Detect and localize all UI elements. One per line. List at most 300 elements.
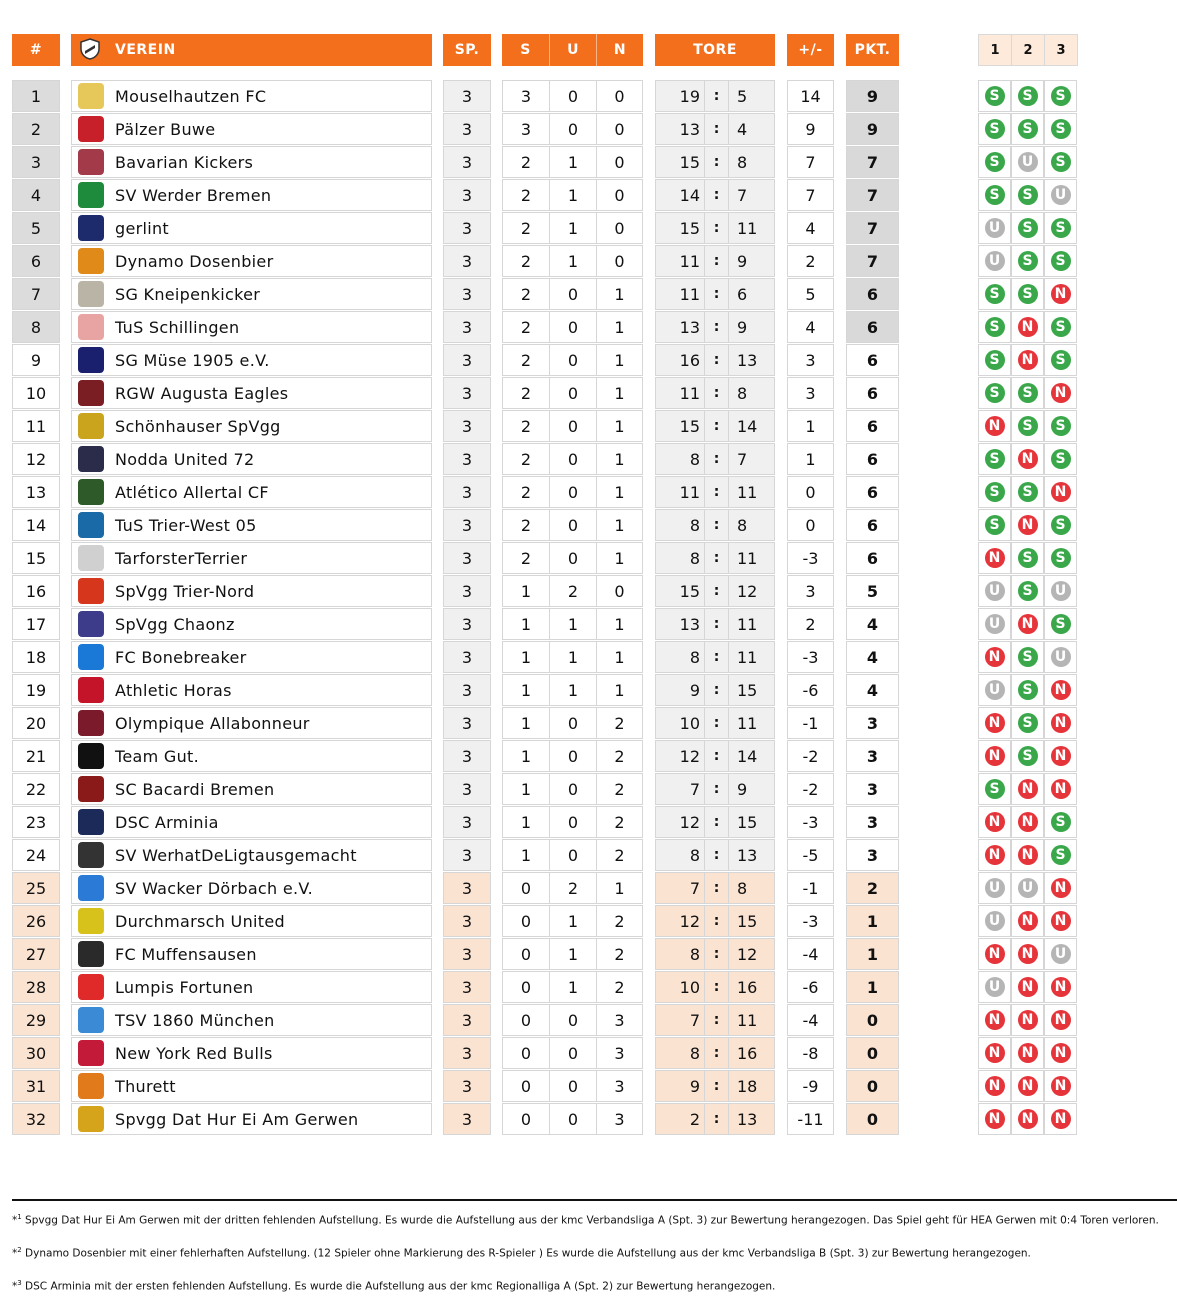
draws-cell: 0 [549, 476, 597, 508]
team-cell[interactable] [71, 311, 432, 343]
colon-separator: : [713, 121, 720, 137]
form-cell [978, 146, 1011, 178]
goals-for-cell: 8 [655, 443, 705, 475]
rank-cell: 17 [12, 608, 60, 640]
diff-cell: -3 [787, 806, 834, 838]
diff-cell: 7 [787, 146, 834, 178]
header-points: PKT. [846, 34, 899, 66]
wins-cell: 2 [502, 311, 550, 343]
result-loss-icon: N [1051, 1076, 1071, 1096]
points-cell: 6 [846, 278, 899, 310]
rank-cell: 12 [12, 443, 60, 475]
goals-for-cell: 8 [655, 509, 705, 541]
diff-cell: -6 [787, 674, 834, 706]
team-cell[interactable] [71, 344, 432, 376]
result-win-icon: S [1018, 284, 1038, 304]
team-name: TuS Trier-West 05 [115, 515, 257, 535]
team-cell[interactable] [71, 410, 432, 442]
form-cell [978, 575, 1011, 607]
goals-separator [704, 1103, 729, 1135]
draws-cell: 1 [549, 608, 597, 640]
losses-cell: 1 [596, 344, 643, 376]
form-cell [1044, 641, 1077, 673]
footnote-number: 3 [17, 1279, 22, 1287]
goals-for-cell: 13 [655, 311, 705, 343]
losses-cell: 0 [596, 245, 643, 277]
points-cell: 1 [846, 938, 899, 970]
losses-cell: 1 [596, 509, 643, 541]
colon-separator: : [713, 880, 720, 896]
form-cell [1011, 80, 1044, 112]
rank-cell: 15 [12, 542, 60, 574]
goals-for-cell: 11 [655, 245, 705, 277]
points-cell: 0 [846, 1070, 899, 1102]
points-cell: 6 [846, 311, 899, 343]
result-loss-icon: N [1018, 515, 1038, 535]
team-name: Nodda United 72 [115, 449, 255, 469]
draws-cell: 2 [549, 575, 597, 607]
goals-for-cell: 15 [655, 146, 705, 178]
points-cell: 0 [846, 1004, 899, 1036]
games-cell: 3 [443, 773, 491, 805]
losses-cell: 3 [596, 1070, 643, 1102]
form-cell [1011, 245, 1044, 277]
result-win-icon: S [1051, 812, 1071, 832]
form-cell [1011, 377, 1044, 409]
games-cell: 3 [443, 443, 491, 475]
games-cell: 3 [443, 146, 491, 178]
result-draw-icon: U [985, 911, 1005, 931]
rank-cell: 7 [12, 278, 60, 310]
goals-for-cell: 14 [655, 179, 705, 211]
form-cell [978, 1004, 1011, 1036]
goals-for-cell: 10 [655, 971, 705, 1003]
colon-separator: : [713, 847, 720, 863]
wins-cell: 2 [502, 476, 550, 508]
header-losses: N [596, 34, 643, 66]
goals-separator [704, 278, 729, 310]
wins-cell: 2 [502, 278, 550, 310]
goals-for-cell: 12 [655, 740, 705, 772]
team-logo-icon [78, 347, 104, 373]
goals-against-cell: 15 [728, 806, 775, 838]
points-cell: 7 [846, 146, 899, 178]
goals-against-cell: 16 [728, 971, 775, 1003]
form-cell [1044, 1004, 1077, 1036]
result-loss-icon: N [985, 1076, 1005, 1096]
team-cell[interactable] [71, 575, 432, 607]
form-cell [1044, 311, 1077, 343]
header-draws: U [549, 34, 596, 66]
team-name: New York Red Bulls [115, 1043, 273, 1063]
draws-cell: 0 [549, 509, 597, 541]
goals-separator [704, 938, 729, 970]
team-cell[interactable] [71, 1004, 432, 1036]
goals-for-cell: 12 [655, 806, 705, 838]
draws-cell: 0 [549, 443, 597, 475]
form-cell [1044, 542, 1077, 574]
team-cell[interactable] [71, 542, 432, 574]
diff-cell: -4 [787, 938, 834, 970]
losses-cell: 3 [596, 1004, 643, 1036]
team-cell[interactable] [71, 113, 432, 145]
games-cell: 3 [443, 839, 491, 871]
points-cell: 7 [846, 179, 899, 211]
form-cell [1044, 608, 1077, 640]
goals-for-cell: 11 [655, 476, 705, 508]
goals-against-cell: 9 [728, 311, 775, 343]
goals-against-cell: 11 [728, 476, 775, 508]
diff-cell: 1 [787, 410, 834, 442]
result-loss-icon: N [1018, 1109, 1038, 1129]
result-draw-icon: U [985, 581, 1005, 601]
draws-cell: 1 [549, 212, 597, 244]
games-cell: 3 [443, 608, 491, 640]
form-cell [1044, 179, 1077, 211]
form-cell [1011, 641, 1044, 673]
result-win-icon: S [1018, 680, 1038, 700]
games-cell: 3 [443, 971, 491, 1003]
result-loss-icon: N [985, 647, 1005, 667]
losses-cell: 2 [596, 938, 643, 970]
result-win-icon: S [1051, 86, 1071, 106]
wins-cell: 3 [502, 113, 550, 145]
losses-cell: 1 [596, 674, 643, 706]
games-cell: 3 [443, 674, 491, 706]
colon-separator: : [713, 583, 720, 599]
colon-separator: : [713, 616, 720, 632]
result-loss-icon: N [1018, 911, 1038, 931]
colon-separator: : [713, 913, 720, 929]
diff-cell: 2 [787, 608, 834, 640]
diff-cell: -3 [787, 905, 834, 937]
rank-cell: 16 [12, 575, 60, 607]
result-draw-icon: U [985, 218, 1005, 238]
team-cell[interactable] [71, 509, 432, 541]
result-draw-icon: U [1018, 878, 1038, 898]
result-draw-icon: U [985, 680, 1005, 700]
draws-cell: 0 [549, 1037, 597, 1069]
result-draw-icon: U [1018, 152, 1038, 172]
shield-icon [78, 37, 102, 61]
games-cell: 3 [443, 740, 491, 772]
points-cell: 3 [846, 806, 899, 838]
goals-against-cell: 12 [728, 575, 775, 607]
goals-separator [704, 1037, 729, 1069]
diff-cell: -1 [787, 872, 834, 904]
form-cell [1011, 575, 1044, 607]
games-cell: 3 [443, 575, 491, 607]
games-cell: 3 [443, 278, 491, 310]
games-cell: 3 [443, 377, 491, 409]
form-cell [1011, 905, 1044, 937]
form-cell [1044, 938, 1077, 970]
games-cell: 3 [443, 245, 491, 277]
rank-cell: 23 [12, 806, 60, 838]
team-cell[interactable] [71, 773, 432, 805]
form-cell [1044, 245, 1077, 277]
points-cell: 6 [846, 443, 899, 475]
result-loss-icon: N [1051, 977, 1071, 997]
result-draw-icon: U [985, 878, 1005, 898]
wins-cell: 1 [502, 674, 550, 706]
team-cell[interactable] [71, 443, 432, 475]
goals-for-cell: 11 [655, 278, 705, 310]
form-cell [1044, 443, 1077, 475]
form-cell [978, 641, 1011, 673]
losses-cell: 1 [596, 311, 643, 343]
diff-cell: -5 [787, 839, 834, 871]
wins-cell: 2 [502, 146, 550, 178]
losses-cell: 2 [596, 740, 643, 772]
points-cell: 1 [846, 971, 899, 1003]
result-loss-icon: N [985, 1109, 1005, 1129]
form-cell [1044, 377, 1077, 409]
draws-cell: 1 [549, 179, 597, 211]
result-win-icon: S [985, 350, 1005, 370]
result-win-icon: S [1018, 581, 1038, 601]
team-cell[interactable] [71, 938, 432, 970]
form-cell [978, 179, 1011, 211]
team-cell[interactable] [71, 905, 432, 937]
team-logo-icon [78, 677, 104, 703]
result-win-icon: S [985, 86, 1005, 106]
colon-separator: : [713, 1012, 720, 1028]
goals-separator [704, 773, 729, 805]
goals-for-cell: 2 [655, 1103, 705, 1135]
goals-separator [704, 245, 729, 277]
losses-cell: 0 [596, 179, 643, 211]
result-loss-icon: N [985, 812, 1005, 832]
wins-cell: 2 [502, 443, 550, 475]
games-cell: 3 [443, 542, 491, 574]
goals-against-cell: 11 [728, 212, 775, 244]
result-loss-icon: N [1051, 284, 1071, 304]
team-cell[interactable] [71, 1070, 432, 1102]
result-win-icon: S [1051, 548, 1071, 568]
team-cell[interactable] [71, 608, 432, 640]
points-cell: 3 [846, 839, 899, 871]
result-win-icon: S [1051, 515, 1071, 535]
team-logo-icon [78, 809, 104, 835]
team-cell[interactable] [71, 971, 432, 1003]
team-cell[interactable] [71, 1037, 432, 1069]
result-win-icon: S [1051, 614, 1071, 634]
result-loss-icon: N [985, 1010, 1005, 1030]
team-cell[interactable] [71, 674, 432, 706]
team-logo-icon [78, 1073, 104, 1099]
form-cell [1044, 1070, 1077, 1102]
draws-cell: 0 [549, 410, 597, 442]
result-loss-icon: N [985, 1043, 1005, 1063]
wins-cell: 1 [502, 740, 550, 772]
result-win-icon: S [1018, 119, 1038, 139]
team-cell[interactable] [71, 146, 432, 178]
team-cell[interactable] [71, 212, 432, 244]
games-cell: 3 [443, 707, 491, 739]
team-name: Schönhauser SpVgg [115, 416, 281, 436]
wins-cell: 0 [502, 1070, 550, 1102]
team-logo-icon [78, 512, 104, 538]
games-cell: 3 [443, 113, 491, 145]
goals-against-cell: 13 [728, 1103, 775, 1135]
draws-cell: 0 [549, 839, 597, 871]
rank-cell: 32 [12, 1103, 60, 1135]
footnote-number: 1 [17, 1213, 22, 1221]
draws-cell: 0 [549, 344, 597, 376]
team-cell[interactable] [71, 476, 432, 508]
team-cell[interactable] [71, 641, 432, 673]
goals-against-cell: 14 [728, 410, 775, 442]
team-name: Spvgg Dat Hur Ei Am Gerwen [115, 1109, 359, 1129]
team-cell[interactable] [71, 80, 432, 112]
games-cell: 3 [443, 641, 491, 673]
points-cell: 0 [846, 1037, 899, 1069]
wins-cell: 2 [502, 542, 550, 574]
losses-cell: 1 [596, 377, 643, 409]
goals-against-cell: 16 [728, 1037, 775, 1069]
wins-cell: 0 [502, 1037, 550, 1069]
form-cell [1011, 311, 1044, 343]
rank-cell: 19 [12, 674, 60, 706]
goals-for-cell: 19 [655, 80, 705, 112]
team-cell[interactable] [71, 839, 432, 871]
draws-cell: 0 [549, 80, 597, 112]
points-cell: 6 [846, 476, 899, 508]
result-loss-icon: N [1051, 1010, 1071, 1030]
header-diff: +/- [787, 34, 834, 66]
diff-cell: 7 [787, 179, 834, 211]
form-cell [978, 674, 1011, 706]
diff-cell: 4 [787, 212, 834, 244]
games-cell: 3 [443, 179, 491, 211]
goals-separator [704, 905, 729, 937]
form-cell [978, 245, 1011, 277]
colon-separator: : [713, 286, 720, 302]
rank-cell: 10 [12, 377, 60, 409]
footnote-text: DSC Arminia mit der ersten fehlenden Aufstellung. Es wurde die Aufstellung aus der kmc Regionalliga A (Spt. 2) zur Bewertung herangezogen. [21, 1280, 776, 1293]
losses-cell: 3 [596, 1103, 643, 1135]
diff-cell: -2 [787, 740, 834, 772]
goals-separator [704, 212, 729, 244]
diff-cell: -3 [787, 542, 834, 574]
draws-cell: 0 [549, 1004, 597, 1036]
draws-cell: 0 [549, 773, 597, 805]
footnote [12, 1279, 775, 1293]
form-cell [978, 344, 1011, 376]
result-win-icon: S [1051, 317, 1071, 337]
rank-cell: 25 [12, 872, 60, 904]
team-name: SG Kneipenkicker [115, 284, 261, 304]
goals-for-cell: 9 [655, 1070, 705, 1102]
goals-for-cell: 15 [655, 410, 705, 442]
losses-cell: 1 [596, 542, 643, 574]
form-cell [1011, 476, 1044, 508]
form-cell [1011, 674, 1044, 706]
team-cell[interactable] [71, 245, 432, 277]
diff-cell: 0 [787, 476, 834, 508]
goals-against-cell: 15 [728, 905, 775, 937]
team-cell[interactable] [71, 740, 432, 772]
team-name: Lumpis Fortunen [115, 977, 254, 997]
games-cell: 3 [443, 212, 491, 244]
form-cell [1044, 1103, 1077, 1135]
goals-for-cell: 7 [655, 773, 705, 805]
form-cell [1011, 113, 1044, 145]
team-logo-icon [78, 215, 104, 241]
team-cell[interactable] [71, 278, 432, 310]
result-draw-icon: U [985, 977, 1005, 997]
team-name: Team Gut. [115, 746, 199, 766]
form-cell [1011, 938, 1044, 970]
goals-separator [704, 740, 729, 772]
footnote [12, 1246, 1031, 1260]
draws-cell: 0 [549, 1103, 597, 1135]
result-loss-icon: N [1051, 746, 1071, 766]
points-cell: 6 [846, 377, 899, 409]
diff-cell: 5 [787, 278, 834, 310]
team-cell[interactable] [71, 707, 432, 739]
goals-against-cell: 8 [728, 509, 775, 541]
result-win-icon: S [1018, 548, 1038, 568]
games-cell: 3 [443, 1037, 491, 1069]
team-name: Durchmarsch United [115, 911, 285, 931]
result-win-icon: S [1018, 185, 1038, 205]
form-cell [1044, 113, 1077, 145]
form-cell [1011, 1103, 1044, 1135]
team-name: SpVgg Trier-Nord [115, 581, 255, 601]
wins-cell: 1 [502, 773, 550, 805]
losses-cell: 1 [596, 443, 643, 475]
losses-cell: 0 [596, 113, 643, 145]
team-name: gerlint [115, 218, 169, 238]
goals-for-cell: 7 [655, 1004, 705, 1036]
goals-for-cell: 10 [655, 707, 705, 739]
form-cell [978, 542, 1011, 574]
games-cell: 3 [443, 905, 491, 937]
points-cell: 2 [846, 872, 899, 904]
rank-cell: 24 [12, 839, 60, 871]
team-cell[interactable] [71, 179, 432, 211]
team-cell[interactable] [71, 872, 432, 904]
losses-cell: 1 [596, 476, 643, 508]
diff-cell: -4 [787, 1004, 834, 1036]
form-cell [978, 608, 1011, 640]
team-cell[interactable] [71, 806, 432, 838]
form-cell [1011, 1070, 1044, 1102]
colon-separator: : [713, 451, 720, 467]
result-loss-icon: N [985, 845, 1005, 865]
draws-cell: 0 [549, 806, 597, 838]
colon-separator: : [713, 1045, 720, 1061]
footnote [12, 1213, 1159, 1227]
wins-cell: 0 [502, 1103, 550, 1135]
result-draw-icon: U [985, 251, 1005, 271]
result-win-icon: S [1018, 647, 1038, 667]
goals-against-cell: 13 [728, 839, 775, 871]
goals-separator [704, 113, 729, 145]
result-win-icon: S [1018, 416, 1038, 436]
team-cell[interactable] [71, 1103, 432, 1135]
diff-cell: 3 [787, 344, 834, 376]
form-cell [1044, 674, 1077, 706]
goals-separator [704, 509, 729, 541]
losses-cell: 1 [596, 608, 643, 640]
draws-cell: 0 [549, 707, 597, 739]
footnote-text: Spvgg Dat Hur Ei Am Gerwen mit der dritten fehlenden Aufstellung. Es wurde die Aufstellung aus der kmc Verbandsliga A (Spt. 3) zur Bewertung herangezogen. Das Spiel geht für HEA Gerwen mit 0:4 Toren verloren. [21, 1214, 1159, 1227]
form-cell [1011, 542, 1044, 574]
team-cell[interactable] [71, 377, 432, 409]
